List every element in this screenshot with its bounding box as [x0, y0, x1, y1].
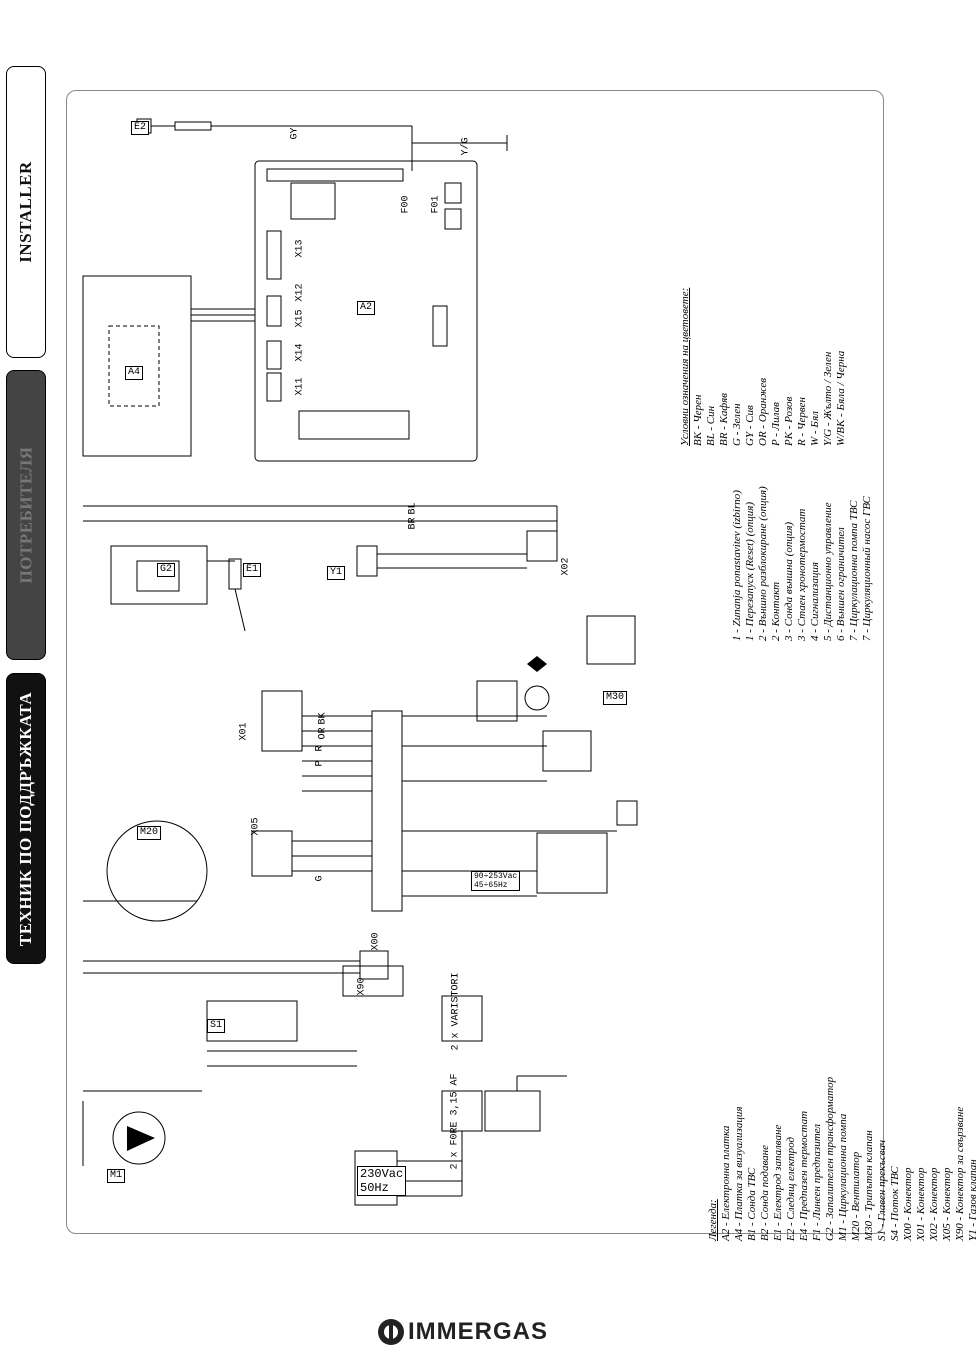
label-x01: X01 [238, 722, 250, 741]
legend-component-item: A4 - Платка за визуализация [733, 1106, 745, 1241]
legend-component-item: X01 - Конектор [915, 1167, 927, 1241]
legend-option-item: 1 - Zunanja ponastavitev (izbirno) [731, 490, 743, 641]
legend-components-title: Легенда: [707, 1199, 719, 1241]
legend-component-item: X05 - Конектор [941, 1167, 953, 1241]
label-x11: X11 [294, 377, 306, 396]
label-x90: X90 [356, 977, 368, 996]
tab-installer-label: INSTALLER [16, 161, 35, 263]
label-g2: G2 [157, 563, 175, 577]
label-x02: X02 [560, 557, 572, 576]
wire-label-p: P [314, 760, 326, 767]
wire-label-yg: Y/G [460, 137, 472, 156]
legend-component-item: M1 - Циркулационна помпа [837, 1113, 849, 1241]
legend-component-item: A2 - Електронна платка [720, 1125, 732, 1241]
label-f01: F01 [430, 195, 442, 214]
legend-component-item: S4 - Поток ТВС [889, 1166, 901, 1241]
legend-option-item: 5 - Дистанционно управление [822, 502, 834, 641]
immergas-logo [378, 1318, 548, 1346]
tab-user[interactable] [6, 370, 46, 660]
legend-component-item: B2 - Сонда подаване [759, 1144, 771, 1241]
wire-label-bk: BK [317, 712, 329, 725]
label-s1: S1 [207, 1019, 225, 1033]
legend-options [731, 486, 874, 641]
wire-label-g: G [314, 875, 326, 882]
legend-colors [679, 288, 848, 446]
legend-component-item: Y1 - Газов клапан [967, 1159, 979, 1241]
legend-color-item: BR - Кафяв [718, 393, 730, 446]
wire-label-bl: BL [407, 502, 419, 515]
label-m1: M1 [107, 1169, 125, 1183]
tab-installer[interactable] [6, 66, 46, 358]
label-fuses: 2 x F0RE 3,15 AF [449, 1073, 461, 1170]
legend-color-item: PK - Розов [783, 396, 795, 446]
logo-text: IMMERGAS [408, 1318, 548, 1345]
tab-user-label: ПОТРЕБИТЕЛЯ [16, 446, 35, 584]
legend-color-item: P - Лилав [770, 402, 782, 446]
wire-label-gy: GY [289, 127, 301, 140]
legend-color-item: OR - Оранжев [757, 378, 769, 446]
legend-component-item: B1 - Сонда ТВС [746, 1167, 758, 1241]
legend-components [707, 1077, 980, 1241]
label-y1: Y1 [327, 566, 345, 580]
label-x00: X00 [370, 932, 382, 951]
legend-color-item: G - Зелен [731, 403, 743, 446]
label-a2: A2 [357, 301, 375, 315]
tab-service-label: ТЕХНИК ПО ПОДДРЪЖКАТА [16, 691, 35, 946]
wiring-diagram [67, 91, 883, 1233]
legend-option-item: 7 - Циркуляционный насос ГВС [861, 496, 873, 641]
wiring-diagram-frame [66, 90, 979, 1241]
label-x12: X12 [294, 283, 306, 302]
wire-label-br: BR [407, 517, 419, 530]
legend-component-item: E1 - Електрод запалване [772, 1124, 784, 1241]
legend-color-item: BK - Черен [692, 394, 704, 446]
legend-component-item: S1 - Главен прекъсвач [876, 1139, 888, 1241]
legend-color-item: GY - Сив [744, 405, 756, 446]
legend-component-item: M30 - Трипътен клапан [863, 1130, 875, 1241]
legend-component-item: X02 - Конектор [928, 1167, 940, 1241]
legend-option-item: 4 - Сигнализация [809, 562, 821, 641]
legend-option-item: 7 - Циркулационна помпа ТВС [848, 500, 860, 641]
legend-component-item: E4 - Предпазен термостат [798, 1110, 810, 1241]
legend-color-item: BL - Син [705, 405, 717, 446]
label-m20: M20 [137, 826, 161, 840]
legend-option-item: 1 - Перезапуск (Reset) (опция) [744, 501, 756, 641]
legend-option-item: 3 - Сонда външна (опция) [783, 521, 795, 641]
label-e2: E2 [131, 121, 149, 135]
legend-option-item: 3 - Стаен хронотермостат [796, 508, 808, 641]
legend-color-item: W/BK - Бяла / Черна [835, 350, 847, 446]
wire-label-or: OR [317, 727, 329, 740]
label-f00: F00 [400, 195, 412, 214]
legend-color-item: W - Бял [809, 411, 821, 446]
label-x14: X14 [294, 343, 306, 362]
legend-option-item: 2 - Контакт [770, 581, 782, 641]
legend-option-item: 6 - Външен ограничител [835, 527, 847, 641]
tab-service[interactable] [6, 673, 46, 964]
label-x05: X05 [250, 817, 262, 836]
label-a4: A4 [125, 366, 143, 380]
label-x13: X13 [294, 239, 306, 258]
wire-label-r: R [314, 745, 326, 752]
legend-component-item: M20 - Вентилатор [850, 1151, 862, 1241]
legend-component-item: F1 - Линеен предпазител [811, 1123, 823, 1241]
label-x15: X15 [294, 309, 306, 328]
label-supply: 230Vac 50Hz [357, 1166, 406, 1196]
logo-mark-icon [378, 1319, 404, 1345]
label-varistors: 2 x VARISTORI [450, 972, 462, 1051]
legend-component-item: G2 - Запалителен трансформатор [824, 1076, 836, 1241]
legend-component-item: X00 - Конектор [902, 1167, 914, 1241]
legend-colors-title: Условни означения на цветовете: [679, 287, 691, 446]
label-e1: E1 [243, 563, 261, 577]
label-m30: M30 [603, 691, 627, 705]
legend-color-item: R - Червен [796, 397, 808, 446]
legend-option-item: 2 - Външно разблокиране (опция) [757, 486, 769, 641]
legend-component-item: X90 - Конектор за свързване [954, 1106, 966, 1241]
legend-color-item: Y/G - Жълто / Зелен [822, 351, 834, 446]
label-voltage-note: 90÷253Vac 45÷65Hz [471, 871, 520, 891]
legend-component-item: E2 - Следящ електрод [785, 1136, 797, 1241]
